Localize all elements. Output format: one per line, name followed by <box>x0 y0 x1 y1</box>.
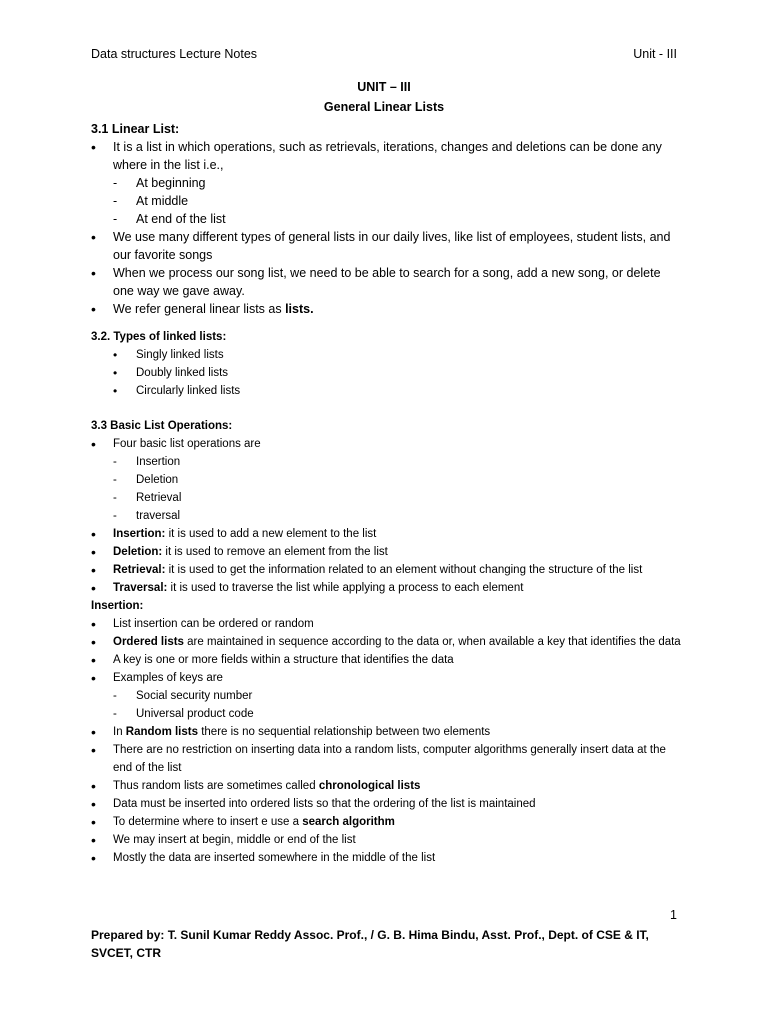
list-item: - Universal product code <box>91 705 681 723</box>
list-item: - Social security number <box>91 687 681 705</box>
bullet-icon: • <box>91 544 96 560</box>
bullet-icon: • <box>91 742 96 758</box>
dash-icon: - <box>113 492 117 504</box>
list-item: • There are no restriction on inserting data into a random lists, computer algorithms generally insert data at the end of the list <box>91 742 666 774</box>
dash-icon: - <box>113 690 117 702</box>
list-item: • To determine where to insert e use a search algorithm <box>91 814 395 830</box>
header-unit: Unit - III <box>633 47 677 61</box>
bullet-icon: • <box>91 301 96 317</box>
section-3-1 <box>91 120 681 318</box>
dash-icon: - <box>113 456 117 468</box>
bullet-icon: • <box>91 778 96 794</box>
list-item: • We may insert at begin, middle or end of the list <box>91 832 356 848</box>
list-item: • Retrieval: it is used to get the information related to an element without changing the structure of the list <box>91 562 643 578</box>
bullet-icon: • <box>91 850 96 866</box>
list-item: • Ordered lists are maintained in sequence according to the data or, when available a key that identifies the data <box>91 634 681 650</box>
bullet-icon: • <box>91 436 96 452</box>
list-item: • When we process our song list, we need to be able to search for a song, add a new song, or delete one way we gave away. <box>91 265 661 298</box>
bullet-icon: • <box>91 265 96 281</box>
dash-icon: - <box>113 194 118 208</box>
bullet-icon: • <box>91 724 96 740</box>
dash-icon: - <box>113 474 117 486</box>
bullet-icon: • <box>91 652 96 668</box>
bullet-icon: • <box>91 796 96 812</box>
bullet-icon: • <box>91 526 96 542</box>
dash-icon: - <box>113 510 117 522</box>
bullet-icon: • <box>113 384 118 398</box>
list-item: - traversal <box>91 507 681 525</box>
bullet-icon: • <box>91 562 96 578</box>
list-item: • Thus random lists are sometimes called chronological lists <box>91 778 421 794</box>
list-item: • Insertion: it is used to add a new element to the list <box>91 526 377 542</box>
bullet-icon: • <box>113 366 118 380</box>
list-item: • Circularly linked lists <box>113 384 241 398</box>
footer-prepared-by: Prepared by: T. Sunil Kumar Reddy Assoc. Prof., / G. B. Hima Bindu, Asst. Prof., Dept. of CSE & IT, SVCET, CTR <box>91 928 649 960</box>
list-item: • Doubly linked lists <box>113 366 229 380</box>
bullet-icon: • <box>91 814 96 830</box>
section-heading: 3.3 Basic List Operations: <box>91 420 233 432</box>
list-item: • Four basic list operations are <box>91 436 261 452</box>
bullet-icon: • <box>91 229 96 245</box>
list-item: - At middle <box>113 194 189 208</box>
section-heading: Insertion: <box>91 600 144 612</box>
list-item: • Examples of keys are <box>91 670 223 686</box>
bullet-icon: • <box>91 616 96 632</box>
list-item: • Deletion: it is used to remove an element from the list <box>91 544 388 560</box>
list-item: - Retrieval <box>91 489 681 507</box>
list-item: • It is a list in which operations, such as retrievals, iterations, changes and deletions can be done any where in the list i.e., <box>91 139 662 172</box>
list-item: • In Random lists there is no sequential relationship between two elements <box>91 724 491 740</box>
bullet-icon: • <box>91 832 96 848</box>
bullet-icon: • <box>91 580 96 596</box>
list-item: - At beginning <box>113 176 206 190</box>
dash-icon: - <box>113 176 118 190</box>
section-heading: 3.1 Linear List: <box>91 122 180 136</box>
section-heading: 3.2. Types of linked lists: <box>91 331 227 343</box>
list-item: • Traversal: it is used to traverse the list while applying a process to each element <box>91 580 524 596</box>
unit-title: UNIT – III <box>357 80 411 94</box>
section-3-3 <box>91 417 681 867</box>
list-item: - Deletion <box>91 471 681 489</box>
list-item: • List insertion can be ordered or random <box>91 616 314 632</box>
list-item: • We use many different types of general lists in our daily lives, like list of employees, student lists, and our favorite songs <box>91 229 671 262</box>
bullet-icon: • <box>113 348 118 362</box>
list-item: • Singly linked lists <box>113 348 224 362</box>
dash-icon: - <box>113 708 117 720</box>
list-item: - Insertion <box>91 453 681 471</box>
list-item: • Data must be inserted into ordered lists so that the ordering of the list is maintained <box>91 796 536 812</box>
bullet-icon: • <box>91 670 96 686</box>
section-3-2 <box>91 328 681 400</box>
header-title: Data structures Lecture Notes <box>91 47 258 61</box>
list-item: • Mostly the data are inserted somewhere in the middle of the list <box>91 850 436 866</box>
list-item: • We refer general linear lists as lists. <box>91 301 314 317</box>
list-item: • A key is one or more fields within a structure that identifies the data <box>91 652 454 668</box>
bullet-icon: • <box>91 139 96 155</box>
page-number: 1 <box>670 908 677 922</box>
bullet-icon: • <box>91 634 96 650</box>
chapter-title: General Linear Lists <box>323 100 445 114</box>
list-item: - At end of the list <box>113 212 226 226</box>
dash-icon: - <box>113 212 118 226</box>
